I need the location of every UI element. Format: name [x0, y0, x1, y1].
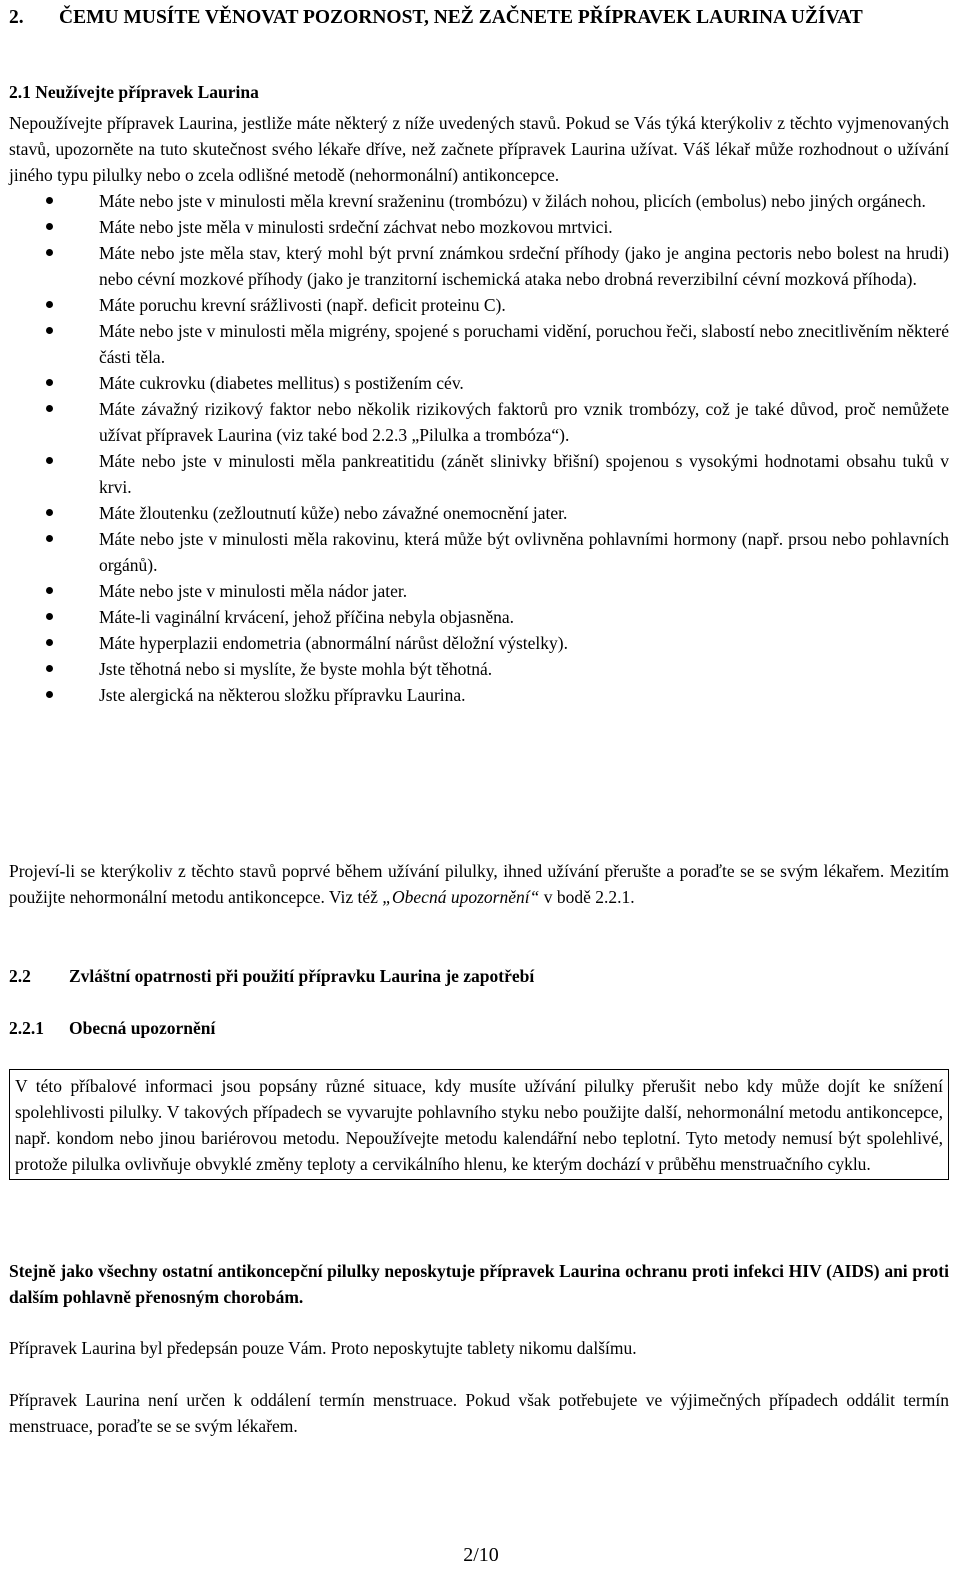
bullet-icon	[46, 197, 53, 204]
bullet-icon	[46, 613, 53, 620]
list-item-text: Máte nebo jste v minulosti měla rakovinu, která může být ovlivněna pohlavními hormony (např. prsou nebo pohlavních orgánů).	[99, 529, 949, 575]
list-item-text: Máte hyperplazii endometria (abnormální nárůst děložní výstelky).	[99, 633, 568, 653]
list-item-text: Jste těhotná nebo si myslíte, že byste mohla být těhotná.	[99, 659, 493, 679]
prescribed-note: Přípravek Laurina byl předepsán pouze Vám. Proto neposkytujte tablety nikomu dalšímu.	[9, 1338, 637, 1358]
list-item	[9, 188, 949, 214]
list-item-text: Máte-li vaginální krvácení, jehož příčina nebyla objasněna.	[99, 607, 514, 627]
bullet-icon	[46, 509, 53, 516]
section-heading	[9, 5, 949, 31]
general-warning-text: V této příbalové informaci jsou popsány různé situace, kdy musíte užívání pilulky přerušit nebo kdy může dojít ke snížení spolehlivosti pilulky. V takových případech se vyvarujte pohlavního styku nebo použijte další, nehormonální metodu antikoncepce, např. kondom nebo jinou bariérovou metodu. Nepoužívejte metodu kalendářní nebo teplotní. Tyto metody nemusí být spolehlivé, protože pilulka ovlivňuje obvyklé změny teploty a cervikálního hlenu, ke kterým dochází v průběhu menstruačního cyklu.	[15, 1076, 943, 1174]
list-item	[9, 214, 949, 240]
subsection-2-2-title: Zvláštní opatrnosti při použití přípravku Laurina je zapotřebí	[69, 966, 535, 986]
subsection-2-2-1-title: Obecná upozornění	[69, 1018, 216, 1038]
bullet-icon	[46, 379, 53, 386]
list-item	[9, 370, 949, 396]
cross-reference-link: „Obecná upozornění“	[382, 887, 540, 907]
subsection-2-2-1-number: 2.2.1	[9, 1018, 44, 1038]
list-item-text: Máte nebo jste v minulosti měla pankreatitidu (zánět slinivky břišní) spojenou s vysokými hodnotami obsahu tuků v krvi.	[99, 451, 949, 497]
list-item	[9, 526, 949, 578]
hiv-note-block	[9, 1258, 949, 1310]
list-item	[9, 500, 949, 526]
menstruation-note-block	[9, 1387, 949, 1439]
list-item-text: Máte závažný rizikový faktor nebo několik rizikových faktorů pro vznik trombózy, což je také důvod, proč nemůžete užívat přípravek Laurina (viz také bod 2.2.3 „Pilulka a trombóza“).	[99, 399, 949, 445]
hiv-note: Stejně jako všechny ostatní antikoncepční pilulky neposkytuje přípravek Laurina ochranu proti infekci HIV (AIDS) ani proti dalším pohlavně přenosným chorobám.	[9, 1261, 949, 1307]
list-item	[9, 448, 949, 500]
bullet-icon	[46, 223, 53, 230]
page-number: 2/10	[463, 1544, 499, 1566]
list-item-text: Máte poruchu krevní srážlivosti (např. deficit proteinu C).	[99, 295, 506, 315]
list-item	[9, 604, 949, 630]
list-item-text: Máte nebo jste v minulosti měla migrény, spojené s poruchami vidění, poruchou řeči, slabostí nebo znecitlivěním některé části těla.	[99, 321, 949, 367]
outro-paragraph-block	[9, 858, 949, 910]
list-item	[9, 656, 949, 682]
list-item-text: Máte žloutenku (zežloutnutí kůže) nebo závažné onemocnění jater.	[99, 503, 568, 523]
bullet-icon	[46, 639, 53, 646]
list-item-text: Jste alergická na některou složku přípravku Laurina.	[99, 685, 466, 705]
section-number: 2.	[9, 7, 24, 28]
list-item	[9, 578, 949, 604]
contraindication-list	[9, 188, 949, 708]
outro-text-post: v bodě 2.2.1.	[539, 887, 635, 907]
intro-paragraph: Nepoužívejte přípravek Laurina, jestliže máte některý z níže uvedených stavů. Pokud se Vás týká kterýkoliv z těchto vyjmenovaných stavů, upozorněte na tuto skutečnost svého lékaře dříve, než začnete přípravek Laurina užívat. Váš lékař může rozhodnout o užívání jiného typu pilulky nebo o zcela odlišné metodě (nehormonální) antikoncepce.	[9, 113, 949, 185]
list-item	[9, 292, 949, 318]
subsection-2-2-1-heading	[9, 1016, 215, 1040]
general-warning-box	[9, 1069, 949, 1180]
section-title: ČEMU MUSÍTE VĚNOVAT POZORNOST, NEŽ ZAČNETE PŘÍPRAVEK LAURINA UŽÍVAT	[59, 7, 863, 28]
outro-text-pre: Projeví-li se kterýkoliv z těchto stavů poprvé během užívání pilulky, ihned užívání přerušte a poraďte se se svým lékařem. Mezitím použijte nehormonální metodu antikoncepce. Viz též	[9, 861, 949, 907]
list-item-text: Máte nebo jste měla v minulosti srdeční záchvat nebo mozkovou mrtvici.	[99, 217, 613, 237]
subsection-2-2-number: 2.2	[9, 966, 31, 986]
outro-paragraph	[9, 858, 949, 910]
prescribed-note-block	[9, 1335, 949, 1361]
bullet-icon	[46, 327, 53, 334]
bullet-icon	[46, 457, 53, 464]
subsection-2-1-title: 2.1 Neužívejte přípravek Laurina	[9, 82, 259, 102]
list-item-text: Máte nebo jste v minulosti měla krevní sraženinu (trombózu) v žilách nohou, plicích (embolus) nebo jiných orgánech.	[99, 191, 926, 211]
bullet-icon	[46, 249, 53, 256]
bullet-icon	[46, 587, 53, 594]
bullet-icon	[46, 405, 53, 412]
list-item	[9, 682, 949, 708]
list-item-text: Máte cukrovku (diabetes mellitus) s postižením cév.	[99, 373, 464, 393]
bullet-icon	[46, 691, 53, 698]
subsection-2-1-body	[9, 110, 949, 708]
bullet-icon	[46, 665, 53, 672]
list-item	[9, 630, 949, 656]
list-item	[9, 396, 949, 448]
menstruation-note: Přípravek Laurina není určen k oddálení termín menstruace. Pokud však potřebujete ve výjimečných případech oddálit termín menstruace, poraďte se se svým lékařem.	[9, 1390, 949, 1436]
subsection-2-2-heading	[9, 964, 534, 988]
list-item-text: Máte nebo jste v minulosti měla nádor jater.	[99, 581, 408, 601]
list-item	[9, 318, 949, 370]
bullet-icon	[46, 535, 53, 542]
bullet-icon	[46, 301, 53, 308]
list-item	[9, 240, 949, 292]
list-item-text: Máte nebo jste měla stav, který mohl být první známkou srdeční příhody (jako je angina pectoris nebo bolest na hrudi) nebo cévní mozkové příhody (jako je tranzitorní ischemická ataka nebo drobná reverzibilní cévní mozková příhoda).	[99, 243, 949, 289]
